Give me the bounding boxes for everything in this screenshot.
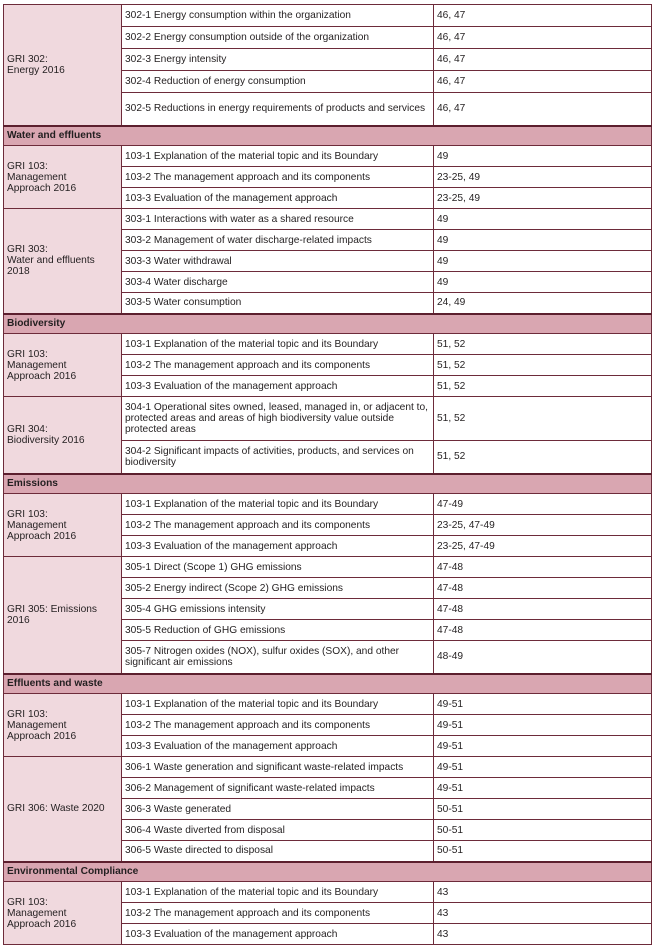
disclosure-cell: 305-5 Reduction of GHG emissions <box>122 620 434 641</box>
table-row <box>4 5 652 27</box>
disclosure-cell: 305-4 GHG emissions intensity <box>122 599 434 620</box>
table-row <box>4 694 652 715</box>
disclosure-cell: 103-1 Explanation of the material topic and its Boundary <box>122 494 434 515</box>
disclosure-cell: 302-3 Energy intensity <box>122 49 434 71</box>
disclosure-cell: 103-3 Evaluation of the management approach <box>122 188 434 209</box>
page-number-cell: 47-48 <box>434 620 652 641</box>
section-header-row <box>4 126 652 146</box>
disclosure-cell: 103-3 Evaluation of the management approach <box>122 736 434 757</box>
gri-standard-cell: GRI 302: Energy 2016 <box>4 5 122 126</box>
table-row <box>4 757 652 778</box>
page-number-cell: 51, 52 <box>434 355 652 376</box>
disclosure-cell: 306-2 Management of significant waste-related impacts <box>122 778 434 799</box>
page-number-cell: 51, 52 <box>434 441 652 474</box>
page-number-cell: 49 <box>434 230 652 251</box>
disclosure-cell: 103-2 The management approach and its components <box>122 903 434 924</box>
disclosure-cell: 303-1 Interactions with water as a shared resource <box>122 209 434 230</box>
disclosure-cell: 303-5 Water consumption <box>122 293 434 314</box>
gri-standard-cell: GRI 303: Water and effluents 2018 <box>4 209 122 314</box>
page-number-cell: 49-51 <box>434 715 652 736</box>
page-number-cell: 47-48 <box>434 578 652 599</box>
disclosure-cell: 103-1 Explanation of the material topic and its Boundary <box>122 334 434 355</box>
disclosure-cell: 303-3 Water withdrawal <box>122 251 434 272</box>
page-number-cell: 46, 47 <box>434 49 652 71</box>
page-number-cell: 50-51 <box>434 820 652 841</box>
disclosure-cell: 305-1 Direct (Scope 1) GHG emissions <box>122 557 434 578</box>
page-number-cell: 49 <box>434 272 652 293</box>
page-number-cell: 49 <box>434 146 652 167</box>
page-number-cell: 49 <box>434 209 652 230</box>
page-number-cell: 23-25, 49 <box>434 167 652 188</box>
section-title: Emissions <box>4 474 652 494</box>
page-number-cell: 43 <box>434 882 652 903</box>
section-title: Environmental Compliance <box>4 862 652 882</box>
disclosure-cell: 303-2 Management of water discharge-related impacts <box>122 230 434 251</box>
section-title: Biodiversity <box>4 314 652 334</box>
disclosure-cell: 103-2 The management approach and its components <box>122 355 434 376</box>
disclosure-cell: 305-7 Nitrogen oxides (NOX), sulfur oxides (SOX), and other significant air emissions <box>122 641 434 674</box>
disclosure-cell: 103-3 Evaluation of the management approach <box>122 536 434 557</box>
disclosure-cell: 306-3 Waste generated <box>122 799 434 820</box>
page-number-cell: 49-51 <box>434 778 652 799</box>
disclosure-cell: 302-2 Energy consumption outside of the organization <box>122 27 434 49</box>
table-row <box>4 397 652 441</box>
table-row <box>4 334 652 355</box>
table-row <box>4 557 652 578</box>
disclosure-cell: 103-1 Explanation of the material topic and its Boundary <box>122 146 434 167</box>
gri-standard-cell: GRI 304: Biodiversity 2016 <box>4 397 122 474</box>
page-number-cell: 47-48 <box>434 557 652 578</box>
gri-standard-cell: GRI 103: Management Approach 2016 <box>4 334 122 397</box>
disclosure-cell: 304-1 Operational sites owned, leased, managed in, or adjacent to, protected areas and areas of high biodiversity value outside protected areas <box>122 397 434 441</box>
disclosure-cell: 302-1 Energy consumption within the organization <box>122 5 434 27</box>
disclosure-cell: 306-4 Waste diverted from disposal <box>122 820 434 841</box>
gri-standard-cell: GRI 103: Management Approach 2016 <box>4 694 122 757</box>
page-number-cell: 23-25, 47-49 <box>434 515 652 536</box>
disclosure-cell: 103-2 The management approach and its components <box>122 515 434 536</box>
page-number-cell: 50-51 <box>434 799 652 820</box>
page-number-cell: 48-49 <box>434 641 652 674</box>
gri-standard-cell: GRI 306: Waste 2020 <box>4 757 122 862</box>
section-header-row <box>4 862 652 882</box>
disclosure-cell: 302-4 Reduction of energy consumption <box>122 71 434 93</box>
page-number-cell: 43 <box>434 924 652 945</box>
disclosure-cell: 103-2 The management approach and its components <box>122 167 434 188</box>
disclosure-cell: 103-2 The management approach and its components <box>122 715 434 736</box>
page-number-cell: 46, 47 <box>434 5 652 27</box>
table-row <box>4 146 652 167</box>
page-number-cell: 46, 47 <box>434 27 652 49</box>
disclosure-cell: 303-4 Water discharge <box>122 272 434 293</box>
table-body <box>4 5 652 945</box>
disclosure-cell: 103-3 Evaluation of the management approach <box>122 924 434 945</box>
disclosure-cell: 103-1 Explanation of the material topic and its Boundary <box>122 882 434 903</box>
page-number-cell: 47-48 <box>434 599 652 620</box>
disclosure-cell: 103-1 Explanation of the material topic and its Boundary <box>122 694 434 715</box>
page-number-cell: 23-25, 49 <box>434 188 652 209</box>
page-number-cell: 46, 47 <box>434 93 652 126</box>
disclosure-cell: 306-5 Waste directed to disposal <box>122 841 434 862</box>
section-header-row <box>4 474 652 494</box>
gri-standard-cell: GRI 103: Management Approach 2016 <box>4 494 122 557</box>
table-row <box>4 494 652 515</box>
page-number-cell: 23-25, 47-49 <box>434 536 652 557</box>
section-header-row <box>4 314 652 334</box>
disclosure-cell: 103-3 Evaluation of the management approach <box>122 376 434 397</box>
gri-standard-cell: GRI 103: Management Approach 2016 <box>4 146 122 209</box>
page-number-cell: 43 <box>434 903 652 924</box>
page-number-cell: 24, 49 <box>434 293 652 314</box>
disclosure-cell: 304-2 Significant impacts of activities, products, and services on biodiversity <box>122 441 434 474</box>
page-number-cell: 49-51 <box>434 757 652 778</box>
page-number-cell: 49 <box>434 251 652 272</box>
page-number-cell: 49-51 <box>434 694 652 715</box>
gri-content-index-table <box>3 4 652 945</box>
table-row <box>4 882 652 903</box>
page-number-cell: 51, 52 <box>434 397 652 441</box>
section-title: Water and effluents <box>4 126 652 146</box>
gri-standard-cell: GRI 305: Emissions 2016 <box>4 557 122 674</box>
page-number-cell: 47-49 <box>434 494 652 515</box>
page-number-cell: 50-51 <box>434 841 652 862</box>
disclosure-cell: 305-2 Energy indirect (Scope 2) GHG emissions <box>122 578 434 599</box>
section-title: Effluents and waste <box>4 674 652 694</box>
gri-standard-cell: GRI 103: Management Approach 2016 <box>4 882 122 945</box>
page-number-cell: 46, 47 <box>434 71 652 93</box>
disclosure-cell: 302-5 Reductions in energy requirements of products and services <box>122 93 434 126</box>
table-row <box>4 209 652 230</box>
page-number-cell: 49-51 <box>434 736 652 757</box>
page-number-cell: 51, 52 <box>434 376 652 397</box>
section-header-row <box>4 674 652 694</box>
page-number-cell: 51, 52 <box>434 334 652 355</box>
disclosure-cell: 306-1 Waste generation and significant waste-related impacts <box>122 757 434 778</box>
